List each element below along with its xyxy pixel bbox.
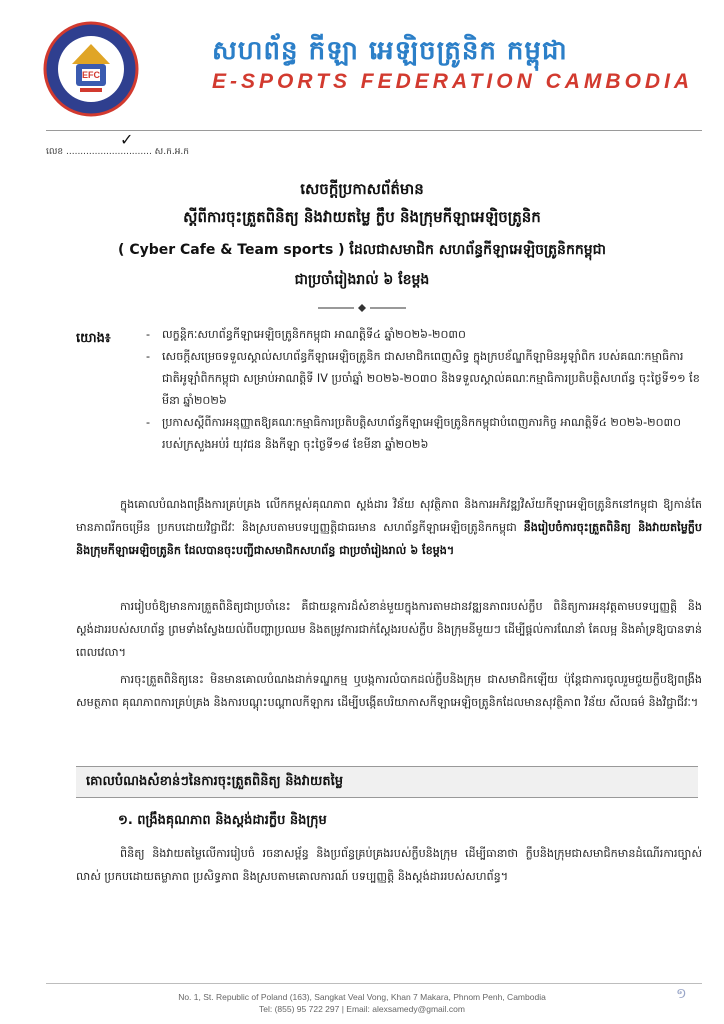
reference-text: លក្ខន្តិកៈសហព័ន្ធកីឡាអេឡិចត្រូនិកកម្ពុជា អាណត្តិទី៤ ឆ្នាំ២០២៦-២០៣០ (162, 328, 466, 341)
paragraph-clarification: ការចុះត្រួតពិនិត្យនេះ មិនមានគោលបំណងដាក់ទណ្ឌកម្ម ឬបង្កការលំបាកដល់ក្លឹបនិងក្រុម ជាសមាជិកឡើយ ប៉ុន្តែជាការចូលរួមជួយក្លឹបឱ្យពង្រឹងសមត្ថភាព គុណភាពការគ្រប់គ្រង និងការបណ្តុះបណ្តាលកីឡាករ ដើម្បីបង្កើតបរិយាកាសកីឡាអេឡិចត្រូនិកដែលមានសុវត្ថិភាព វិន័យ សីលធម៌ និងវិជ្ជាជីវៈ។ (76, 673, 702, 709)
footer-address: No. 1, St. Republic of Poland (163), Sangkat Veal Vong, Khan 7 Makara, Phnom Penh, Cambodia (178, 992, 546, 1002)
page-number: ១ (676, 986, 687, 1002)
org-name-english: E-SPORTS FEDERATION CAMBODIA (212, 70, 694, 93)
intro-bold-text: នឹងរៀបចំការចុះត្រួតពិនិត្យ និងវាយតម្លៃក្លឹប និងក្រុមកីឡាអេឡិចត្រូនិក ដែលបានចុះបញ្ជីជាសមាជិកសហព័ន្ធ ជាប្រចាំរៀងរាល់ ៦ ខែម្តង។ (76, 521, 702, 557)
doc-subtitle-3: ជាប្រចាំរៀងរាល់ ៦ ខែម្តង (294, 272, 430, 288)
section-heading: គោលបំណងសំខាន់ៗនៃការចុះត្រួតពិនិត្យ និងវាយតម្លៃ (86, 774, 343, 789)
paragraph-purpose: ការរៀបចំឱ្យមានការត្រួតពិនិត្យជាប្រចាំនេះ គឺជាយន្តការដ៏សំខាន់មួយក្នុងការតាមដានវឌ្ឍនភាពរបស់ក្លឹប ពិនិត្យការអនុវត្តតាមបទប្បញ្ញត្តិ និងស្តង់ដាររបស់សហព័ន្ធ ព្រមទាំងស្វែងយល់ពីបញ្ហាប្រឈម និងតម្រូវការជាក់ស្តែងរបស់ក្លឹប និងក្រុមនីមួយៗ ដើម្បីផ្តល់ការណែនាំ គែលម្អ និងគាំទ្រឱ្យបានទាន់ពេលវេលា។ (76, 600, 702, 659)
references-label: យោង៖ (76, 331, 111, 346)
reference-item: - សេចក្តីសម្រេចទទួលស្គាល់សហព័ន្ធកីឡាអេឡិចត្រូនិក ជាសមាជិកពេញសិទ្ធ ក្នុងក្របខ័ណ្ឌកីឡាមិនអូឡាំពិក របស់គណៈកម្មាធិការជាតិអូឡាំពិកកម្ពុជា សម្រាប់អាណត្តិទី IV ប្រចាំឆ្នាំ ២០២៦-២០៣០ និងទទួលស្គាល់គណៈកម្មាធិការប្រតិបត្តិសហព័ន្ធ ចុះថ្ងៃទី១១ ខែមីនា ឆ្នាំ២០២៦ (146, 350, 700, 407)
doc-subtitle-2: ( Cyber Cafe & Team sports ) ដែលជាសមាជិក សហព័ន្ធកីឡាអេឡិចត្រូនិកកម្ពុជា (118, 242, 606, 258)
section-heading-box (76, 766, 698, 798)
ornament-divider (318, 303, 406, 313)
reference-item: - លក្ខន្តិកៈសហព័ន្ធកីឡាអេឡិចត្រូនិកកម្ពុជា អាណត្តិទី៤ ឆ្នាំ២០២៦-២០៣០ (146, 328, 466, 341)
logo-text: EFC (82, 70, 100, 80)
references-list (142, 324, 702, 456)
reference-item: - ប្រកាសស្តីពីការអនុញ្ញាតឱ្យគណៈកម្មាធិការប្រតិបត្តិសហព័ន្ធកីឡាអេឡិចត្រូនិកកម្ពុជាបំពេញភារកិច្ច អាណត្តិទី៤ ២០២៦-២០៣០ របស់ក្រសួងអប់រំ យុវជន និងកីឡា ចុះថ្ងៃទី១៨ ខែមីនា ឆ្នាំ២០២៦ (146, 416, 682, 451)
paragraph-objective-1: ពិនិត្យ និងវាយតម្លៃលើការរៀបចំ រចនាសម្ព័ន្ធ និងប្រព័ន្ធគ្រប់គ្រងរបស់ក្លឹបនិងក្រុម ដើម្បីធានាថា ក្លឹបនិងក្រុមជាសមាជិកមានដំណើរការច្បាស់លាស់ ប្រកបដោយតម្លាភាព ប្រសិទ្ធភាព និងស្របតាមគោលការណ៍ បទប្បញ្ញត្តិ និងស្តង់ដាររបស់សហព័ន្ធ។ (76, 847, 702, 883)
check-mark: ✓ (120, 130, 134, 149)
reference-text: សេចក្តីសម្រេចទទួលស្គាល់សហព័ន្ធកីឡាអេឡិចត្រូនិក ជាសមាជិកពេញសិទ្ធ ក្នុងក្របខ័ណ្ឌកីឡាមិនអូឡាំពិក របស់គណៈកម្មាធិការជាតិអូឡាំពិកកម្ពុជា សម្រាប់អាណត្តិទី IV ប្រចាំឆ្នាំ ២០២៦-២០៣០ និងទទួលស្គាល់គណៈកម្មាធិការប្រតិបត្តិសហព័ន្ធ ចុះថ្ងៃទី១១ ខែមីនា ឆ្នាំ២០២៦ (162, 350, 700, 407)
org-name-khmer: សហព័ន្ធ កីឡា អេឡិចត្រូនិក កម្ពុជា (212, 36, 568, 66)
footer-contact: Tel: (855) 95 722 297 | Email: alexsamedy@gmail.com (259, 1004, 465, 1014)
sub-heading: ១. ពង្រឹងគុណភាព និងស្តង់ដារក្លឹប និងក្រុម (118, 813, 327, 828)
footer-divider (46, 983, 702, 984)
reference-text: ប្រកាសស្តីពីការអនុញ្ញាតឱ្យគណៈកម្មាធិការប្រតិបត្តិសហព័ន្ធកីឡាអេឡិចត្រូនិកកម្ពុជាបំពេញភារកិច្ច អាណត្តិទី៤ ២០២៦-២០៣០ របស់ក្រសួងអប់រំ យុវជន និងកីឡា ចុះថ្ងៃទី១៨ ខែមីនា ឆ្នាំ២០២៦ (162, 416, 682, 451)
reference-number-line: លេខ .............................. ស.ក.អ.ក (46, 147, 189, 157)
doc-title: សេចក្តីប្រកាសព័ត៌មាន (300, 180, 424, 198)
federation-logo (42, 20, 140, 118)
header-divider (46, 130, 702, 131)
doc-subtitle: ស្តីពីការចុះត្រួតពិនិត្យ និងវាយតម្លៃ ក្លឹប និងក្រុមកីឡាអេឡិចត្រូនិក (183, 208, 541, 226)
paragraph-intro (76, 493, 702, 562)
intro-text: ក្នុងគោលបំណងពង្រឹងការគ្រប់គ្រង លើកកម្ពស់គុណភាព ស្តង់ដារ វិន័យ សុវត្ថិភាព និងការអភិវឌ្ឍវិស័យកីឡាអេឡិចត្រូនិកនៅកម្ពុជា ឱ្យកាន់តែមានភាពរីកចម្រើន ប្រកបដោយវិជ្ជាជីវៈ និងស្របតាមបទប្បញ្ញត្តិជាធរមាន សហព័ន្ធកីឡាអេឡិចត្រូនិកកម្ពុជា (76, 498, 702, 534)
